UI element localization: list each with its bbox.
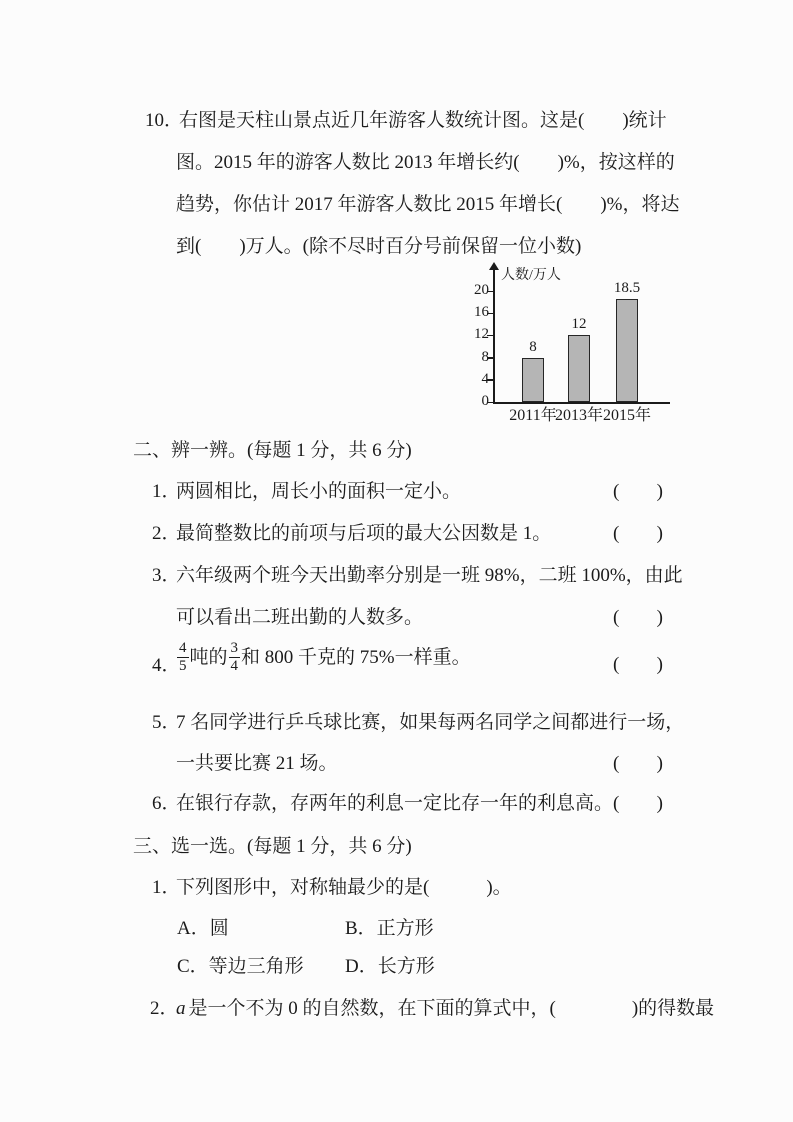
fraction-denominator: 5	[179, 658, 187, 674]
bracket-close: )	[656, 607, 663, 628]
s2-q2-answer-bracket	[613, 522, 663, 545]
s2-q1-answer-bracket	[613, 480, 663, 503]
s2-q4-mid-text: 吨的	[189, 647, 228, 668]
bracket-open: (	[613, 753, 620, 774]
bracket-close: )	[656, 793, 663, 814]
chart-bar	[616, 299, 638, 402]
s2-q3-line-1: 六年级两个班今天出勤率分别是一班 98%，二班 100%，由此	[176, 565, 683, 586]
fraction-numerator: 4	[179, 640, 187, 656]
s2-q4-number: 4．	[152, 655, 181, 676]
bar-value-label: 18.5	[613, 280, 641, 297]
fraction-denominator: 4	[230, 658, 239, 674]
s2-q5-line-2: 一共要比赛 21 场。	[176, 753, 338, 774]
y-axis-tick-label: 8	[481, 348, 489, 365]
bracket-close: )	[656, 523, 663, 544]
fraction-numerator: 3	[230, 640, 239, 656]
s3-q2-number: 2．	[150, 998, 179, 1019]
bracket-close: )	[656, 481, 663, 502]
s2-q5-answer-bracket	[613, 752, 663, 775]
s2-q1-number: 1．	[152, 481, 181, 502]
s2-q6-number: 6．	[152, 793, 181, 814]
tourist-bar-chart	[468, 264, 693, 434]
x-axis-category-label: 2013年	[554, 407, 603, 424]
s3-q1-number: 1．	[152, 877, 181, 898]
s3-q2-text	[176, 997, 714, 1020]
chart-bar	[522, 358, 544, 402]
question-10-line-4: 到( )万人。(除不尽时百分号前保留一位小数)	[176, 236, 582, 257]
y-axis-tick-label: 12	[474, 326, 489, 343]
fraction-3-4	[229, 641, 241, 674]
y-axis-title: 人数/万人	[501, 268, 561, 283]
question-10-number: 10．	[145, 110, 184, 131]
bar-value-label: 12	[571, 316, 587, 333]
s2-q5-number: 5．	[152, 712, 181, 733]
y-axis-line	[493, 268, 495, 403]
s2-q3-number: 3．	[152, 565, 181, 586]
s3-q1-option-d: D．长方形	[345, 956, 435, 977]
x-axis-category-label: 2011年	[509, 407, 557, 424]
y-axis-tick-label: 16	[474, 304, 489, 321]
y-axis-tick-label: 20	[474, 282, 489, 298]
s2-q2-text: 最简整数比的前项与后项的最大公因数是 1。	[176, 523, 552, 544]
bracket-close: )	[656, 654, 663, 675]
s3-q1-option-c: C．等边三角形	[177, 956, 304, 977]
s3-q2-text-body: 是一个不为 0 的自然数，在下面的算式中，( )的得数最	[188, 998, 715, 1019]
s2-q5-line-1: 7 名同学进行乒乓球比赛，如果每两名同学之间都进行一场，	[176, 712, 685, 733]
section-3-header: 三、选一选。(每题 1 分，共 6 分)	[133, 836, 412, 857]
bracket-open: (	[613, 793, 620, 814]
y-axis-tick-label: 4	[481, 370, 489, 387]
s2-q6-answer-bracket	[613, 792, 663, 815]
y-axis-tick-label: 0	[481, 393, 489, 409]
x-axis-line	[493, 402, 670, 404]
bracket-open: (	[613, 481, 620, 502]
bar-value-label: 8	[529, 338, 537, 355]
fraction-4-5	[177, 641, 189, 674]
question-10-line-2: 图。2015 年的游客人数比 2013 年增长约( )%，按这样的	[176, 152, 675, 173]
s2-q3-line-2: 可以看出二班出勤的人数多。	[176, 607, 424, 628]
question-10-line-3: 趋势，你估计 2017 年游客人数比 2015 年增长( )%，将达	[176, 194, 680, 215]
s2-q4-text	[176, 641, 471, 674]
x-axis-category-label: 2015年	[602, 407, 651, 424]
bracket-open: (	[613, 523, 620, 544]
s3-q1-text: 下列图形中，对称轴最少的是( )。	[176, 877, 512, 898]
variable-a: a	[176, 998, 186, 1019]
s2-q4-tail-text: 和 800 千克的 75%一样重。	[241, 647, 471, 668]
s2-q3-answer-bracket	[613, 606, 663, 629]
s2-q1-text: 两圆相比，周长小的面积一定小。	[176, 481, 462, 502]
bracket-open: (	[613, 607, 620, 628]
bracket-close: )	[656, 753, 663, 774]
s3-q1-option-b: B．正方形	[345, 918, 434, 939]
s2-q4-answer-bracket	[613, 653, 663, 676]
s2-q2-number: 2．	[152, 523, 181, 544]
question-10-line-1: 右图是天柱山景点近几年游客人数统计图。这是( )统计	[179, 110, 667, 131]
section-2-header: 二、辨一辨。(每题 1 分，共 6 分)	[133, 440, 412, 461]
chart-bar	[568, 335, 590, 402]
s2-q6-text: 在银行存款，存两年的利息一定比存一年的利息高。	[176, 793, 614, 814]
bracket-open: (	[613, 654, 620, 675]
s3-q1-option-a: A．圆	[177, 918, 229, 939]
